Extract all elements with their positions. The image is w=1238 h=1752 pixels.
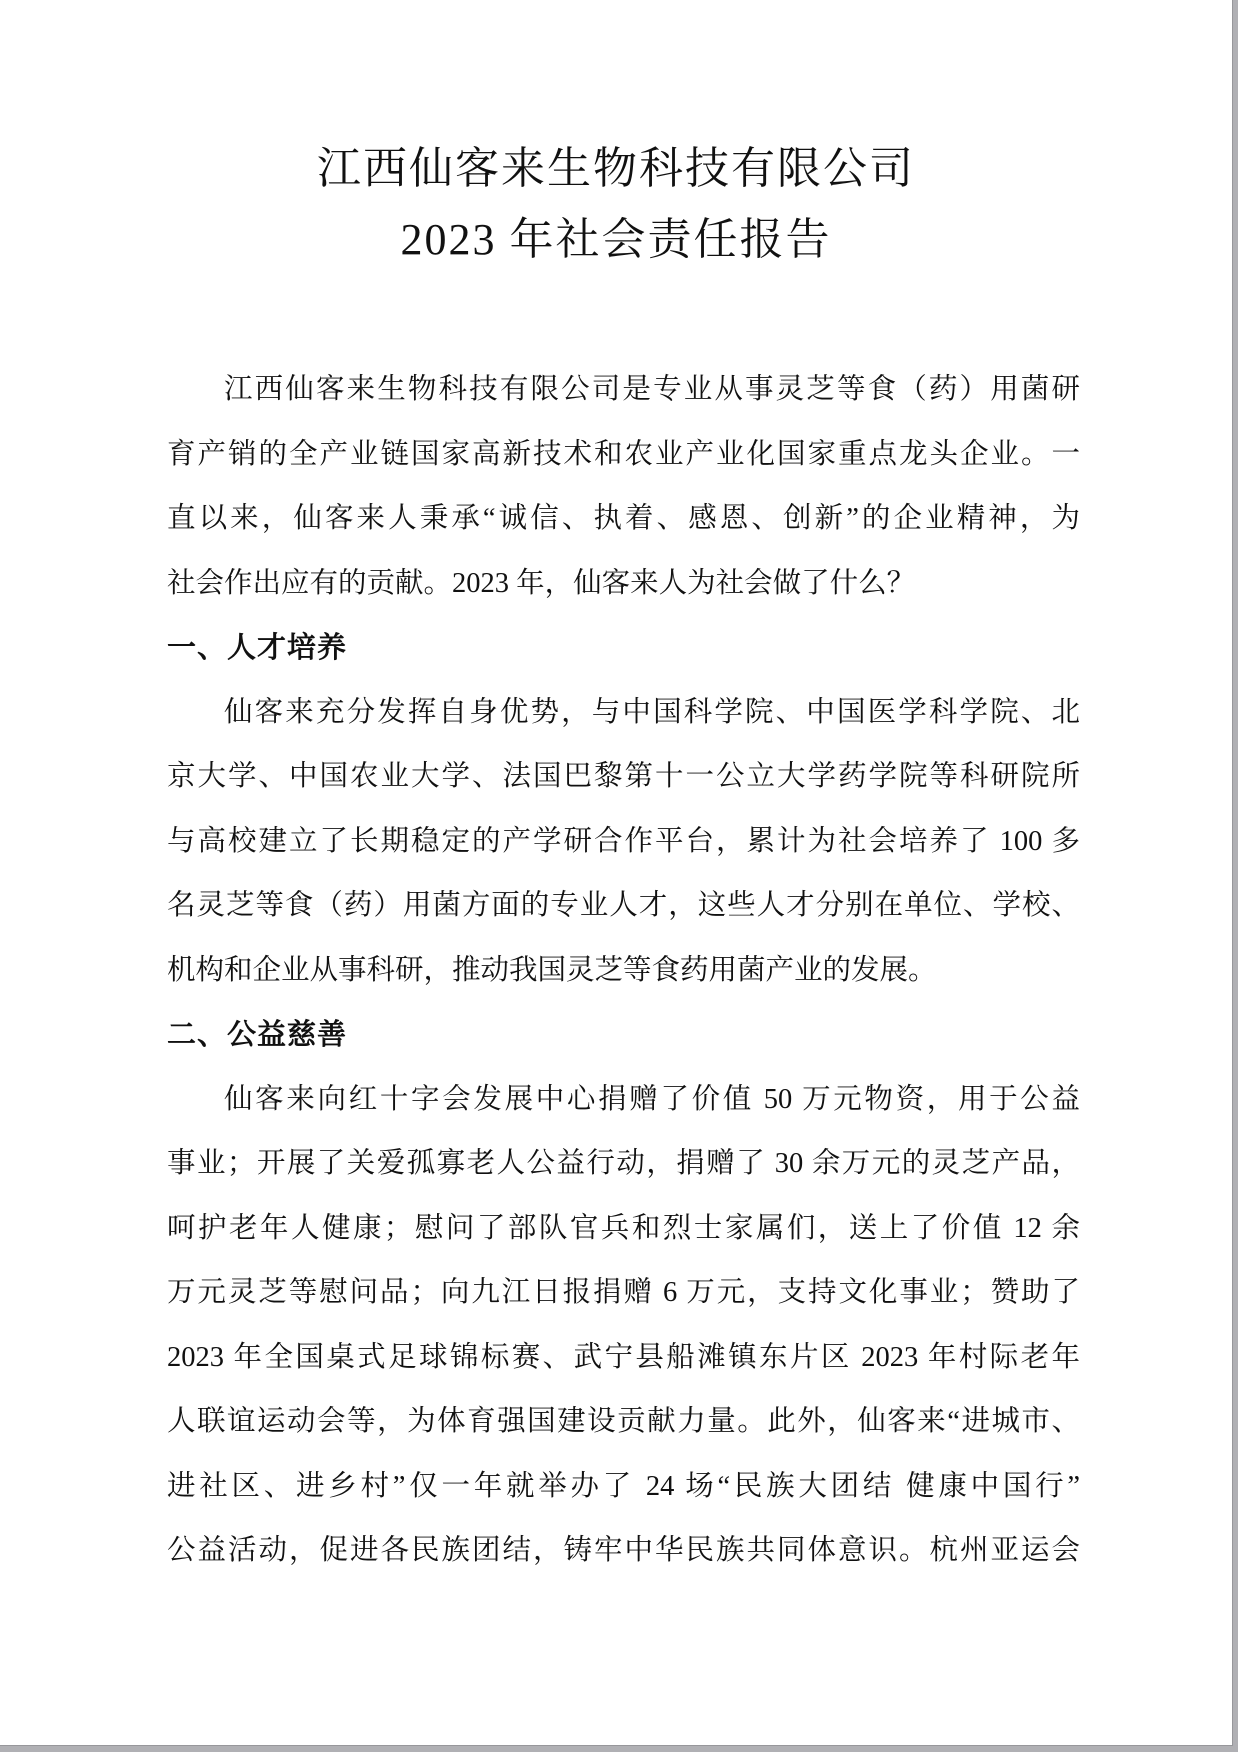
paragraph-line: 公益活动，促进各民族团结，铸牢中华民族共同体意识。杭州亚运会: [167, 1535, 1080, 1566]
paragraph-line: 直以来，仙客来人秉承“诚信、执着、感恩、创新”的企业精神，为: [167, 503, 1080, 534]
paragraph-line: 京大学、中国农业大学、法国巴黎第十一公立大学药学院等科研院所: [167, 761, 1080, 792]
section-heading: 二、公益慈善: [167, 1019, 348, 1051]
paragraph-line: 名灵芝等食（药）用菌方面的专业人才，这些人才分别在单位、学校、: [167, 890, 1080, 921]
paragraph-line: 江西仙客来生物科技有限公司是专业从事灵芝等食（药）用菌研: [224, 374, 1080, 405]
document-title: [0, 0, 1232, 275]
document-title-line-1: 江西仙客来生物科技有限公司: [317, 144, 915, 193]
paragraph-line: 育产销的全产业链国家高新技术和农业产业化国家重点龙头企业。一: [167, 438, 1080, 470]
paragraph-line: 与高校建立了长期稳定的产学研合作平台，累计为社会培养了 100 多: [167, 825, 1080, 857]
paragraph-line: 人联谊运动会等，为体育强国建设贡献力量。此外，仙客来“进城市、: [167, 1406, 1080, 1437]
paragraph-line: 机构和企业从事科研，推动我国灵芝等食药用菌产业的发展。: [167, 954, 937, 986]
paragraph-line: 呵护老年人健康；慰问了部队官兵和烈士家属们，送上了价值 12 余: [167, 1212, 1080, 1244]
paragraph-line: 事业；开展了关爱孤寡老人公益行动，捐赠了 30 余万元的灵芝产品，: [167, 1148, 1080, 1179]
paragraph-line: 2023 年全国桌式足球锦标赛、武宁县船滩镇东片区 2023 年村际老年: [167, 1341, 1080, 1373]
document-body: [167, 358, 1080, 1584]
paragraph-line: 进社区、进乡村”仅一年就举办了 24 场“民族大团结 健康中国行”: [167, 1470, 1080, 1502]
paragraph-line: 万元灵芝等慰问品；向九江日报捐赠 6 万元，支持文化事业；赞助了: [167, 1277, 1080, 1308]
paragraph-line: 社会作出应有的贡献。2023 年，仙客来人为社会做了什么？: [167, 567, 916, 599]
paragraph-line: 仙客来向红十字会发展中心捐赠了价值 50 万元物资，用于公益: [224, 1083, 1080, 1115]
document-title-line-2: 2023 年社会责任报告: [400, 215, 832, 264]
paragraph-line: 仙客来充分发挥自身优势，与中国科学院、中国医学科学院、北: [224, 696, 1080, 728]
section-heading: 一、人才培养: [167, 632, 348, 664]
